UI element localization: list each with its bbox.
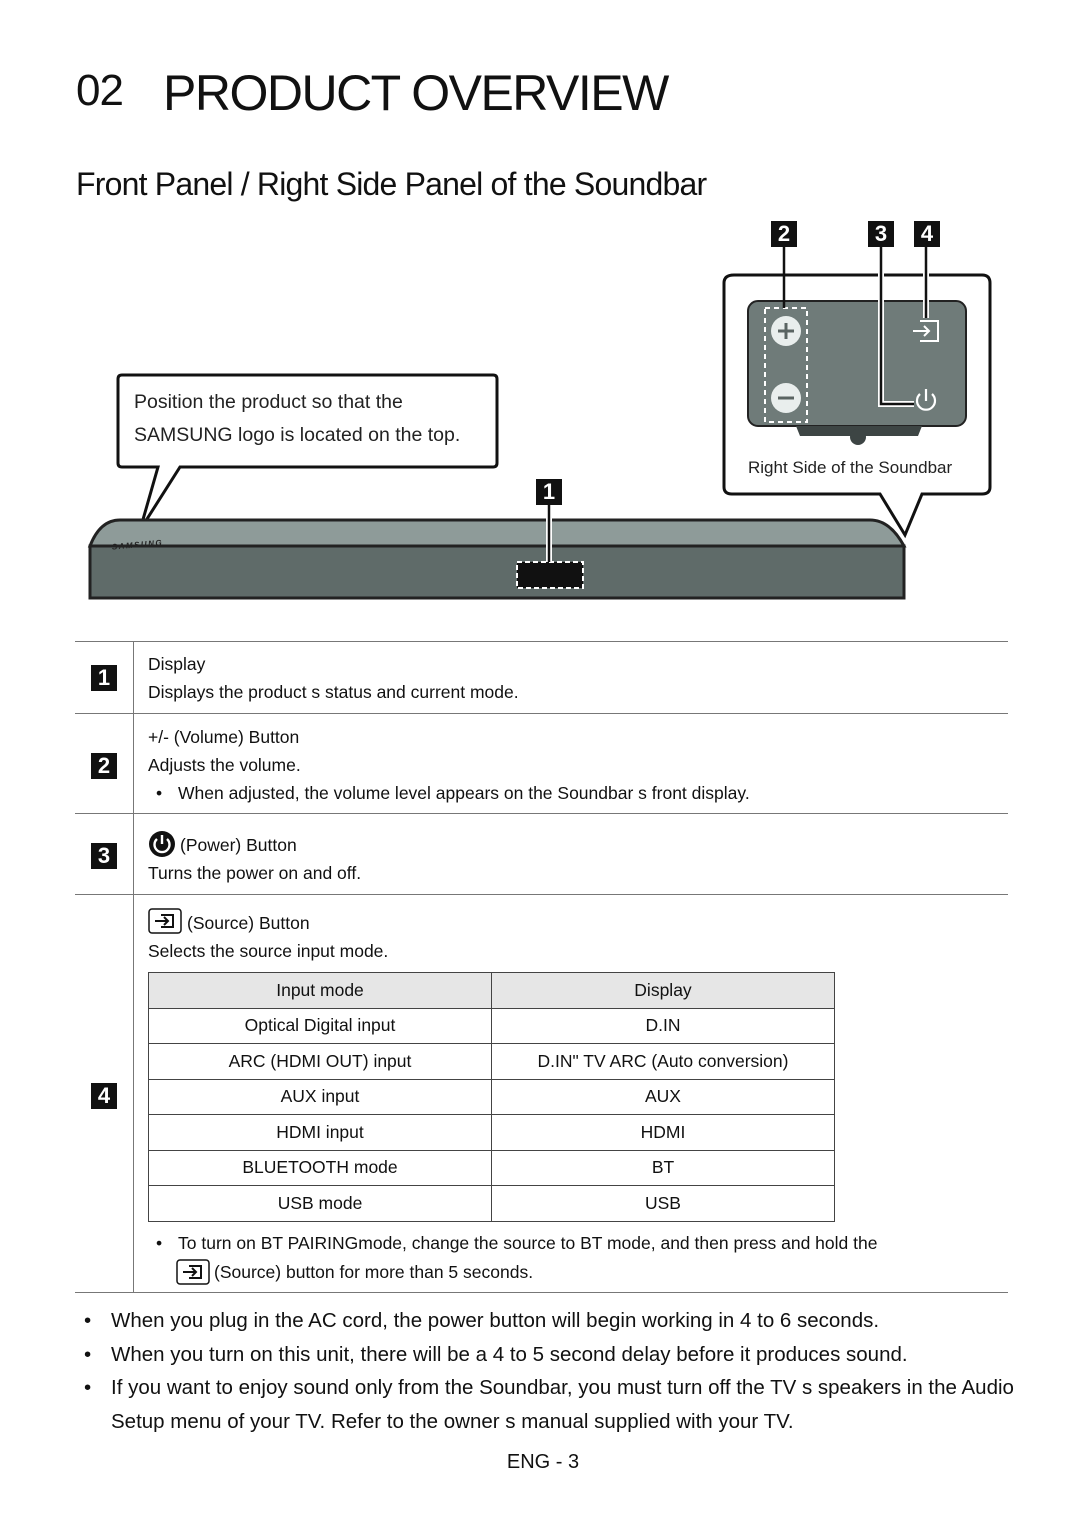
chapter-title: PRODUCT OVERVIEW	[163, 65, 668, 121]
table-cell: USB	[492, 1186, 835, 1222]
table-header: Input mode	[149, 973, 492, 1009]
badge-3: 3	[868, 221, 894, 247]
input-mode-table	[148, 972, 835, 1222]
badge-4: 4	[914, 221, 940, 247]
table-cell: ARC (HDMI OUT) input	[149, 1044, 492, 1080]
volume-title: +/- (Volume) Button	[148, 727, 300, 747]
row-badge-2: 2	[91, 753, 117, 779]
samsung-logo: SAMSUNG	[111, 538, 164, 552]
badge-2: 2	[771, 221, 797, 247]
display-title: Display	[148, 654, 206, 674]
table-cell: HDMI	[492, 1115, 835, 1151]
power-desc: Turns the power on and off.	[148, 863, 362, 883]
table-cell: AUX	[492, 1079, 835, 1115]
table-row	[149, 1044, 835, 1080]
display-window	[517, 562, 583, 588]
row-badge-3: 3	[91, 843, 117, 869]
soundbar-front	[90, 546, 904, 598]
table-cell: AUX input	[149, 1079, 492, 1115]
table-row	[149, 1150, 835, 1186]
badge-1: 1	[536, 479, 562, 505]
table-header-row	[149, 973, 835, 1009]
table-cell: BT	[492, 1150, 835, 1186]
divider	[75, 894, 1008, 895]
footer-note: • When you turn on this unit, there will be a 4 to 5 second delay before it produces sound.	[84, 1338, 1044, 1372]
source-title: (Source) Button	[187, 913, 310, 933]
power-title: (Power) Button	[180, 835, 297, 855]
table-row	[149, 1115, 835, 1151]
row-badge-4: 4	[91, 1083, 117, 1109]
divider	[75, 813, 1008, 814]
footer-note: • When you plug in the AC cord, the power button will begin working in 4 to 6 seconds.	[84, 1304, 1044, 1338]
soundbar-top	[90, 520, 904, 546]
divider	[75, 1292, 1008, 1293]
table-header: Display	[492, 973, 835, 1009]
source-icon	[148, 908, 182, 934]
page-number: ENG - 3	[506, 1451, 580, 1473]
divider	[75, 641, 1008, 642]
chapter-number: 02	[76, 66, 123, 115]
volume-note-text: When adjusted, the volume level appears on the Soundbar s front display.	[178, 783, 750, 803]
power-icon	[148, 830, 176, 858]
display-desc: Displays the product s status and current mode.	[148, 682, 519, 702]
table-row	[149, 1079, 835, 1115]
source-note-text: To turn on BT PAIRINGmode, change the source to BT mode, and then press and hold the	[178, 1233, 878, 1253]
table-cell: HDMI input	[149, 1115, 492, 1151]
footer-note: • If you want to enjoy sound only from the Soundbar, you must turn off the TV s speakers in the Audio Setup menu of your TV. Refer to the owner s manual supplied with your TV.	[84, 1371, 1044, 1438]
table-cell: USB mode	[149, 1186, 492, 1222]
source-icon	[176, 1259, 210, 1285]
footer-notes	[84, 1304, 1044, 1438]
table-cell: D.IN	[492, 1008, 835, 1044]
source-desc: Selects the source input mode.	[148, 941, 389, 961]
divider	[75, 713, 1008, 714]
soundbar-diagram	[0, 0, 1080, 640]
source-note-cont: (Source) button for more than 5 seconds.	[214, 1262, 534, 1282]
volume-note: • When adjusted, the volume level appears on the Soundbar s front display.	[156, 783, 750, 803]
table-row	[149, 1008, 835, 1044]
divider	[133, 641, 134, 1293]
right-side-caption: Right Side of the Soundbar	[748, 458, 953, 477]
table-cell: Optical Digital input	[149, 1008, 492, 1044]
table-cell: D.IN" TV ARC (Auto conversion)	[492, 1044, 835, 1080]
table-cell: BLUETOOTH mode	[149, 1150, 492, 1186]
table-row	[149, 1186, 835, 1222]
row-badge-1: 1	[91, 665, 117, 691]
callout-text	[134, 386, 460, 452]
callout-line-1: Position the product so that the	[134, 391, 403, 413]
section-title: Front Panel / Right Side Panel of the Soundbar	[76, 166, 707, 202]
callout-line-2: SAMSUNG logo is located on the top.	[134, 424, 461, 446]
volume-desc: Adjusts the volume.	[148, 755, 301, 775]
source-note: • To turn on BT PAIRINGmode, change the source to BT mode, and then press and hold the	[156, 1233, 878, 1253]
